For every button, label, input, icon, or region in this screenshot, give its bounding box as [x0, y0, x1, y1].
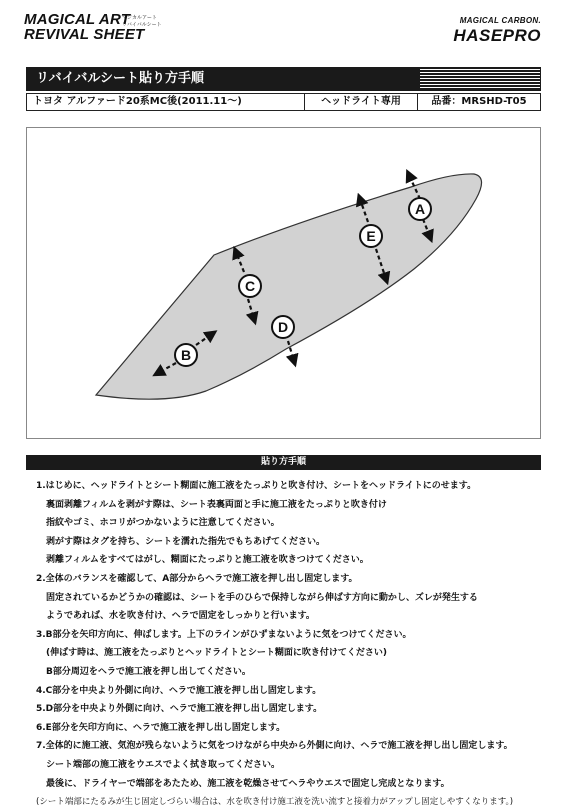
- section-title: 貼り方手順: [260, 457, 306, 467]
- instruction-line: 裏面剥離フィルムを剥がす際は、シート表裏両面と手に施工液をたっぷりと吹き付け: [46, 499, 387, 510]
- instruction-line: (シート端部にたるみが生じ固定しづらい場合は、水を吹き付け施工液を洗い流すと接着力がアップし固定しやすくなります。): [36, 797, 514, 808]
- instruction-line: 最後に、ドライヤーで端部をあたため、施工液を乾燥させてヘラやウエスで固定し完成となります。: [46, 778, 450, 789]
- part-number: 品番：MRSHD-T05: [431, 96, 527, 107]
- instruction-line: 1.はじめに、ヘッドライトとシート糊面に施工液をたっぷりと吹き付け、シートをヘッドライトにのせます。: [36, 481, 477, 491]
- page-title: リバイバルシート貼り方手順: [36, 71, 205, 86]
- instruction-line: (伸ばす時は、施工液をたっぷりとヘッドライトとシート糊面に吹き付けてください): [46, 648, 387, 659]
- instruction-list: [36, 477, 546, 812]
- instruction-line: 剥離フィルムをすべてはがし、糊面にたっぷりと施工液を吹きつけてください。: [46, 555, 369, 566]
- instruction-line: ようであれば、水を吹き付け、ヘラで固定をしっかりと行います。: [46, 611, 315, 622]
- instruction-line: 5.D部分を中央より外側に向け、ヘラで施工液を押し出し固定します。: [36, 704, 323, 715]
- label-a: A: [414, 201, 426, 217]
- instruction-line: 6.E部分を矢印方向に、ヘラで施工液を押し出し固定します。: [36, 722, 286, 733]
- instruction-line: 4.C部分を中央より外側に向け、ヘラで施工液を押し出し固定します。: [36, 685, 322, 696]
- brand-line-1: MAGICAL ART: [24, 11, 131, 28]
- instruction-line: 2.全体のバランスを確認して、A部分からヘラで施工液を押し出し固定します。: [36, 573, 358, 584]
- title-stripes-decoration: [420, 69, 540, 89]
- instruction-line: 指紋やゴミ、ホコリがつかないように注意してください。: [46, 518, 280, 529]
- instruction-line: B部分周辺をヘラで施工液を押し出してください。: [46, 666, 251, 677]
- label-b: B: [180, 347, 192, 363]
- info-row: [26, 93, 541, 111]
- instruction-line: 固定されているかどうかの確認は、シートを手のひらで保持しながら伸ばす方向に動かし、ズレが発生する: [46, 592, 478, 603]
- instruction-line: シート端部の施工液をウエスでよく拭き取ってください。: [46, 759, 281, 770]
- label-d: D: [277, 319, 289, 335]
- brand-hasepro: HASEPRO: [453, 26, 541, 45]
- instruction-line: 3.B部分を矢印方向に、伸ばします。上下のラインがひずまないように気をつけてください。: [36, 629, 412, 640]
- vehicle-model: トヨタ アルファード20系MC後(2011.11〜): [27, 94, 305, 110]
- label-e: E: [366, 228, 376, 244]
- brand-sub-text: マジカルアート リバイバルシート: [122, 15, 162, 28]
- instruction-line: 剥がす際はタグを持ち、シートを濡れた指先でもちあげてください。: [46, 536, 326, 547]
- brand-magical-carbon: MAGICAL CARBON.: [459, 16, 541, 25]
- label-c: C: [244, 278, 256, 294]
- usage-spec: ヘッドライト専用: [305, 94, 418, 110]
- headlight-diagram: [26, 127, 541, 439]
- brand-logo-hasepro: [453, 16, 541, 46]
- instruction-line: 7.全体的に施工液、気泡が残らないように気をつけながら中央から外側に向け、ヘラで施工液を押し出し固定します。: [36, 741, 513, 752]
- brand-line-2: REVIVAL SHEET: [24, 26, 145, 43]
